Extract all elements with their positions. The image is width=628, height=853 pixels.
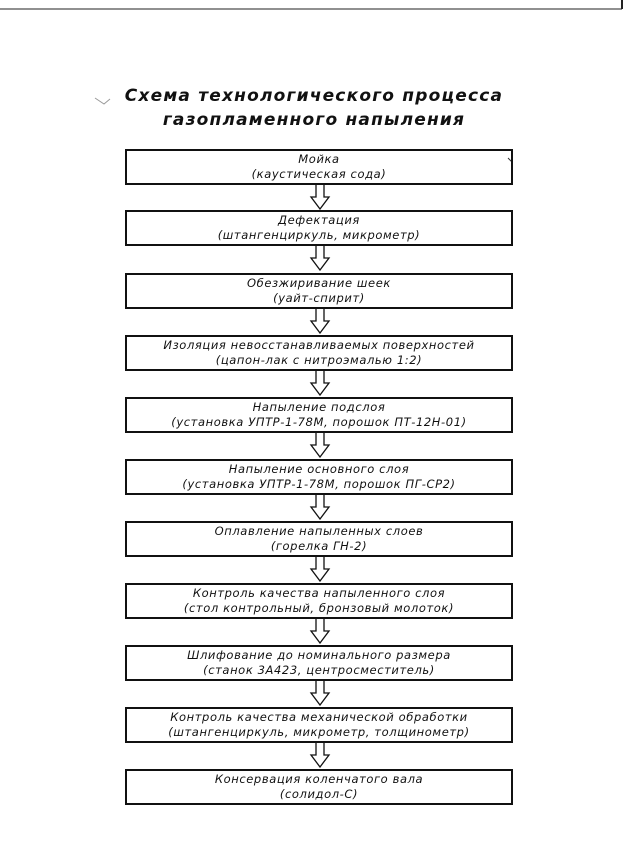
step-tool: (стол контрольный, бронзовый молоток) bbox=[183, 601, 455, 615]
step-box-machining-quality-control bbox=[125, 707, 513, 743]
step-tool: (штангенциркуль, микрометр, толщинометр) bbox=[168, 725, 470, 739]
flow-arrow-icon bbox=[309, 185, 331, 210]
step-tool: (установка УПТР-1-78М, порошок ПТ-12Н-01) bbox=[171, 415, 467, 429]
step-box-isolation bbox=[125, 335, 513, 371]
step-tool: (уайт-спирит) bbox=[273, 291, 365, 305]
flow-arrow-icon bbox=[309, 309, 331, 334]
step-name: Напыление подслоя bbox=[252, 400, 386, 414]
diagram-title-line2: газопламенного напыления bbox=[162, 110, 466, 130]
step-box-washing bbox=[125, 149, 513, 185]
step-name: Обезжиривание шеек bbox=[247, 276, 391, 290]
flow-arrow-icon bbox=[309, 433, 331, 458]
step-name: Шлифование до номинального размера bbox=[187, 648, 451, 662]
flow-arrow-icon bbox=[309, 371, 331, 396]
step-name: Изоляция невосстанавливаемых поверхностей bbox=[163, 338, 475, 352]
step-name: Мойка bbox=[298, 152, 340, 166]
step-tool: (станок 3А423, центросместитель) bbox=[203, 663, 435, 677]
step-box-defect-detection bbox=[125, 210, 513, 246]
step-box-grinding bbox=[125, 645, 513, 681]
step-name: Контроль качества механической обработки bbox=[170, 710, 468, 724]
step-tool: (цапон-лак с нитроэмалью 1:2) bbox=[215, 353, 423, 367]
step-name: Консервация коленчатого вала bbox=[214, 772, 424, 786]
flow-arrow-icon bbox=[309, 619, 331, 644]
step-tool: (штангенциркуль, микрометр) bbox=[217, 228, 421, 242]
step-box-degreasing bbox=[125, 273, 513, 309]
step-name: Контроль качества напыленного слоя bbox=[192, 586, 446, 600]
step-box-fusing bbox=[125, 521, 513, 557]
step-box-layer-quality-control bbox=[125, 583, 513, 619]
step-box-preservation bbox=[125, 769, 513, 805]
step-box-main-layer-spraying bbox=[125, 459, 513, 495]
step-tool: (солидол-С) bbox=[279, 787, 359, 801]
step-name: Напыление основного слоя bbox=[228, 462, 410, 476]
diagram-title-line1: Схема технологического процесса bbox=[124, 86, 504, 106]
flow-arrow-icon bbox=[309, 495, 331, 520]
step-tool: (горелка ГН-2) bbox=[270, 539, 368, 553]
step-box-sublayer-spraying bbox=[125, 397, 513, 433]
flow-arrow-icon bbox=[309, 681, 331, 706]
step-name: Дефектация bbox=[278, 213, 360, 227]
flow-arrow-icon bbox=[309, 743, 331, 768]
step-tool: (каустическая сода) bbox=[251, 167, 387, 181]
step-tool: (установка УПТР-1-78М, порошок ПГ-СР2) bbox=[182, 477, 456, 491]
flow-arrow-icon bbox=[309, 246, 331, 271]
flow-arrow-icon bbox=[309, 557, 331, 582]
step-name: Оплавление напыленных слоев bbox=[214, 524, 424, 538]
